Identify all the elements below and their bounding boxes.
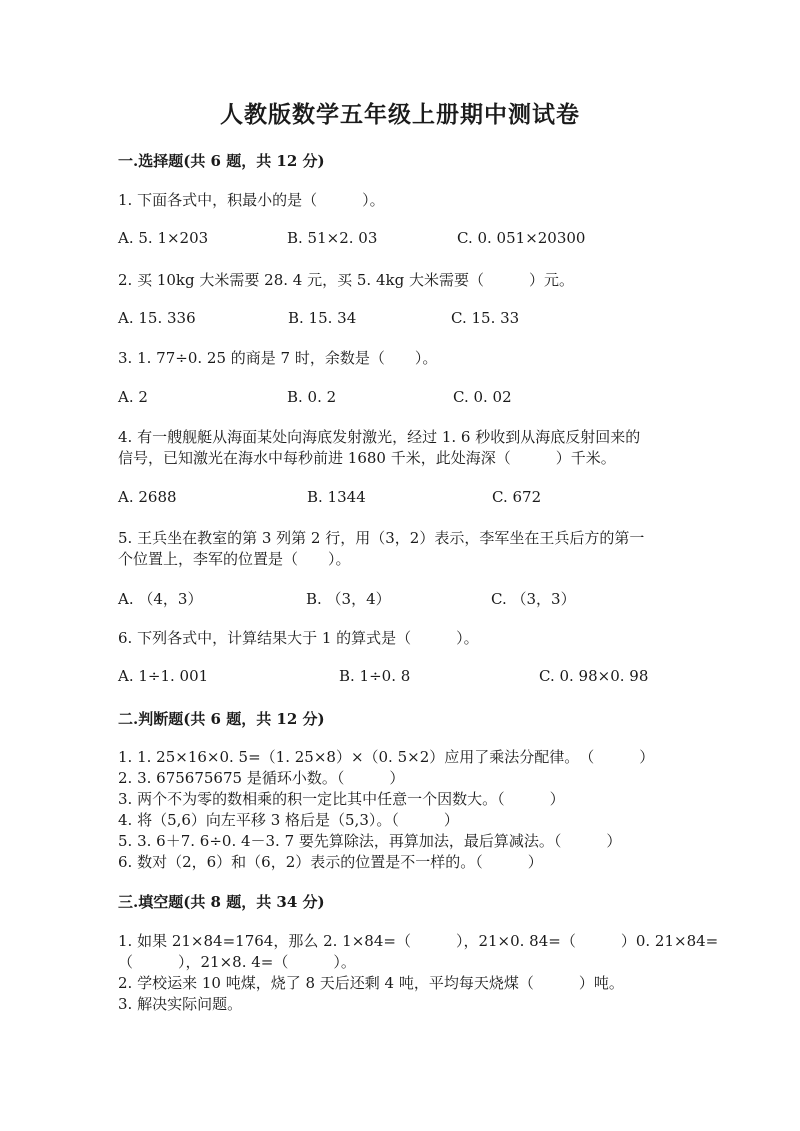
question-stem: 1. 下面各式中，积最小的是（ ）。 xyxy=(118,191,385,209)
question-stem: 2. 买 10kg 大米需要 28. 4 元，买 5. 4kg 大米需要（ ）元。 xyxy=(118,271,574,289)
question-stem: 个位置上，李军的位置是（ ）。 xyxy=(118,550,351,568)
option-b: B. 1344 xyxy=(307,488,366,506)
page-title: 人教版数学五年级上册期中测试卷 xyxy=(220,101,580,128)
option-a: A. 5. 1×203 xyxy=(118,229,209,247)
fill-blank-item: 3. 解决实际问题。 xyxy=(118,995,243,1013)
judgement-item: 3. 两个不为零的数相乘的积一定比其中任意一个因数大。（ ） xyxy=(118,790,565,808)
fill-blank-item: （ ），21×8. 4=（ ）。 xyxy=(118,953,356,971)
option-a: A. （4，3） xyxy=(118,590,203,608)
section-heading-choice: 一.选择题(共 6 题，共 12 分) xyxy=(118,152,325,170)
option-c: C. 0. 051×20300 xyxy=(457,229,586,247)
option-c: C. 672 xyxy=(492,488,542,506)
question-stem: 4. 有一艘舰艇从海面某处向海底发射激光，经过 1. 6 秒收到从海底反射回来的 xyxy=(118,428,641,446)
option-c: C. 15. 33 xyxy=(451,309,520,327)
judgement-item: 6. 数对（2，6）和（6，2）表示的位置是不一样的。（ ） xyxy=(118,853,543,871)
question-stem: 6. 下列各式中，计算结果大于 1 的算式是（ ）。 xyxy=(118,629,479,647)
option-a: A. 1÷1. 001 xyxy=(118,667,209,685)
judgement-item: 5. 3. 6＋7. 6÷0. 4－3. 7 要先算除法，再算加法，最后算减法。（ ） xyxy=(118,832,622,850)
option-c: C. （3，3） xyxy=(491,590,576,608)
option-b: B. （3，4） xyxy=(306,590,391,608)
fill-blank-item: 2. 学校运来 10 吨煤，烧了 8 天后还剩 4 吨，平均每天烧煤（ ）吨。 xyxy=(118,974,624,992)
fill-blank-item: 1. 如果 21×84=1764，那么 2. 1×84=（ ），21×0. 84=（ ）0. 21×84= xyxy=(118,932,719,950)
option-a: A. 2688 xyxy=(118,488,177,506)
option-c: C. 0. 02 xyxy=(453,388,512,406)
section-heading-fill-blank: 三.填空题(共 8 题，共 34 分) xyxy=(118,893,325,911)
question-stem: 信号，已知激光在海水中每秒前进 1680 千米，此处海深（ ）千米。 xyxy=(118,449,616,467)
option-b: B. 1÷0. 8 xyxy=(339,667,411,685)
judgement-item: 2. 3. 675675675 是循环小数。（ ） xyxy=(118,769,405,787)
option-b: B. 51×2. 03 xyxy=(287,229,378,247)
question-stem: 3. 1. 77÷0. 25 的商是 7 时，余数是（ ）。 xyxy=(118,349,438,367)
option-a: A. 2 xyxy=(118,388,148,406)
judgement-item: 4. 将（5,6）向左平移 3 格后是（5,3）。（ ） xyxy=(118,811,459,829)
option-b: B. 15. 34 xyxy=(288,309,357,327)
judgement-item: 1. 1. 25×16×0. 5=（1. 25×8）×（0. 5×2）应用了乘法分配律。 （ ） xyxy=(118,748,655,766)
option-c: C. 0. 98×0. 98 xyxy=(539,667,649,685)
option-b: B. 0. 2 xyxy=(287,388,337,406)
question-stem: 5. 王兵坐在教室的第 3 列第 2 行，用（3，2）表示，李军坐在王兵后方的第一 xyxy=(118,529,645,547)
section-heading-judgement: 二.判断题(共 6 题，共 12 分) xyxy=(118,710,325,728)
option-a: A. 15. 336 xyxy=(118,309,196,327)
